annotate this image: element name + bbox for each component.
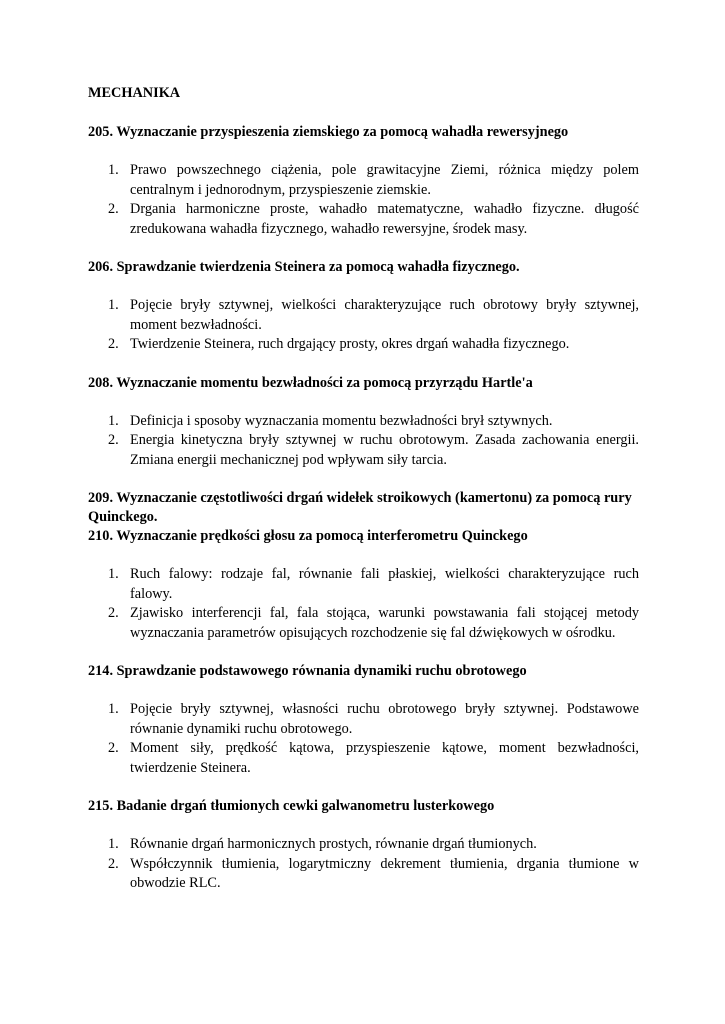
section-208 xyxy=(88,374,639,471)
topic-list xyxy=(88,700,639,778)
list-item xyxy=(88,855,639,894)
section-heading: 209. Wyznaczanie częstotliwości drgań widełek stroikowych (kamertonu) za pomocą rury Quinckego. xyxy=(88,490,632,525)
topic-list xyxy=(88,296,639,355)
list-item xyxy=(88,335,639,355)
list-item xyxy=(88,200,639,239)
list-item xyxy=(88,739,639,778)
item-text: Drgania harmoniczne proste, wahadło matematyczne, wahadło fizyczne. długość zredukowana wahadła fizycznego, wahadło rewersyjne, środek masy. xyxy=(130,201,639,237)
topic-list xyxy=(88,565,639,643)
list-item xyxy=(88,565,639,604)
item-number: 1. xyxy=(108,566,119,582)
section-heading-secondary: 210. Wyznaczanie prędkości głosu za pomocą interferometru Quinckego xyxy=(88,528,528,544)
item-text: Zjawisko interferencji fal, fala stojąca, warunki powstawania fali stojącej metody wyznaczania parametrów opisujących rozchodzenie się fal dźwiękowych w ośrodku. xyxy=(130,605,639,641)
item-text: Równanie drgań harmonicznych prostych, równanie drgań tłumionych. xyxy=(130,836,537,852)
topic-list xyxy=(88,161,639,239)
item-text: Pojęcie bryły sztywnej, wielkości charakteryzujące ruch obrotowy bryły sztywnej, moment bezwładności. xyxy=(130,297,639,333)
item-number: 1. xyxy=(108,297,119,313)
item-text: Twierdzenie Steinera, ruch drgający prosty, okres drgań wahadła fizycznego. xyxy=(130,336,570,352)
section-heading: 214. Sprawdzanie podstawowego równania dynamiki ruchu obrotowego xyxy=(88,663,527,679)
section-209-210 xyxy=(88,489,639,643)
item-number: 2. xyxy=(108,336,119,352)
item-text: Definicja i sposoby wyznaczania momentu bezwładności brył sztywnych. xyxy=(130,412,553,429)
section-heading: 206. Sprawdzanie twierdzenia Steinera za pomocą wahadła fizycznego. xyxy=(88,259,520,275)
section-206 xyxy=(88,258,639,355)
list-item xyxy=(88,296,639,335)
item-number: 2. xyxy=(108,855,119,872)
topic-list xyxy=(88,835,639,894)
item-text: Energia kinetyczna bryły sztywnej w ruchu obrotowym. Zasada zachowania energii. Zmiana energii mechanicznej pod wpływam siły tarcia. xyxy=(130,432,639,468)
item-text: Moment siły, prędkość kątowa, przyspieszenie kątowe, moment bezwładności, twierdzenie Steinera. xyxy=(130,740,639,776)
list-item xyxy=(88,431,639,470)
topic-list xyxy=(88,412,639,471)
item-number: 2. xyxy=(108,432,119,448)
item-number: 2. xyxy=(108,605,119,621)
list-item xyxy=(88,161,639,200)
item-text: Pojęcie bryły sztywnej, własności ruchu obrotowego bryły sztywnej. Podstawowe równanie dynamiki ruchu obrotowego. xyxy=(130,701,639,737)
document-title: MECHANIKA xyxy=(88,85,181,101)
section-heading: 215. Badanie drgań tłumionych cewki galwanometru lusterkowego xyxy=(88,798,495,814)
item-number: 1. xyxy=(108,162,119,178)
item-text: Współczynnik tłumienia, logarytmiczny dekrement tłumienia, drgania tłumione w obwodzie RLC. xyxy=(130,855,639,891)
section-heading: 205. Wyznaczanie przyspieszenia ziemskiego za pomocą wahadła rewersyjnego xyxy=(88,124,569,140)
section-205 xyxy=(88,123,639,239)
item-text: Ruch falowy: rodzaje fal, równanie fali płaskiej, wielkości charakteryzujące ruch falowy. xyxy=(130,566,639,602)
item-number: 1. xyxy=(108,836,119,852)
list-item xyxy=(88,700,639,739)
section-215 xyxy=(88,797,639,894)
item-number: 1. xyxy=(108,412,119,429)
item-number: 1. xyxy=(108,701,119,717)
list-item xyxy=(88,835,639,855)
list-item xyxy=(88,412,639,432)
item-number: 2. xyxy=(108,740,119,756)
item-text: Prawo powszechnego ciążenia, pole grawitacyjne Ziemi, różnica między polem centralnym i jednorodnym, przyspieszenie ziemskie. xyxy=(130,162,639,198)
section-214 xyxy=(88,662,639,778)
item-number: 2. xyxy=(108,201,119,217)
section-heading: 208. Wyznaczanie momentu bezwładności za pomocą przyrządu Hartle'a xyxy=(88,374,533,391)
list-item xyxy=(88,604,639,643)
